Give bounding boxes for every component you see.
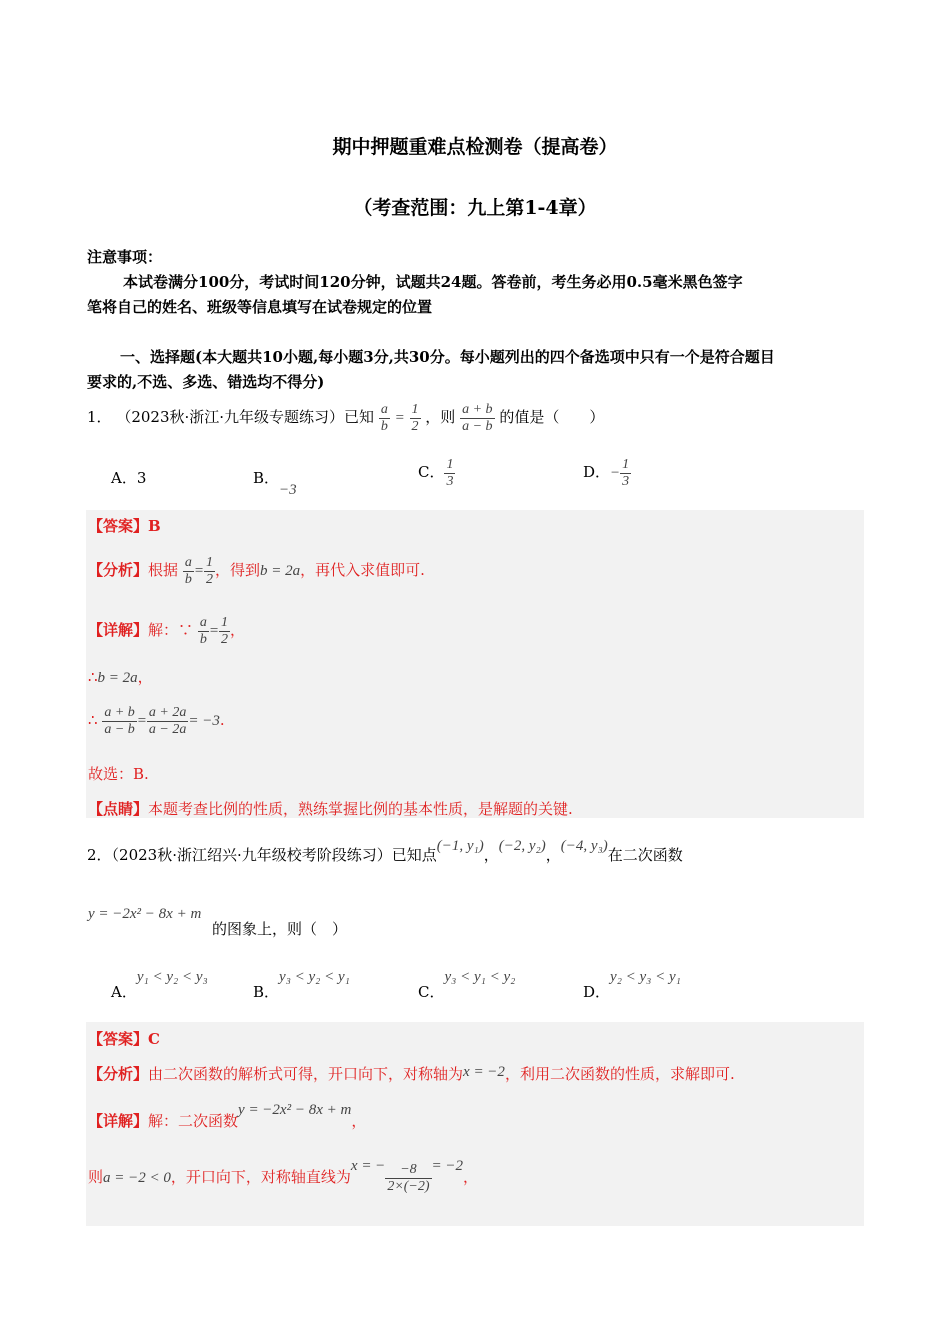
q2-axis: 则a = −2 < 0，开口向下，对称轴直线为x = − $\frac{-8}{2\times(-2)}$ = −2，: [88, 1158, 479, 1194]
q1-step2: ∴ $\frac{a + b}{a - b}$ = $\frac{a + 2a}{a - 2a}$ = −3.: [88, 704, 225, 737]
q2-option-d[interactable]: D．y₂ < y₃ < y₁: [583, 969, 681, 1001]
q1-detail: 【详解】解：∵ $\frac{a}{b}$ = $\frac{1}{2}$ ，: [88, 614, 245, 647]
q2-option-c[interactable]: C．y₃ < y₁ < y₂: [418, 969, 516, 1001]
page-title: 期中押题重难点检测卷（提高卷）: [332, 136, 618, 158]
question-number: 1．: [87, 408, 112, 426]
fraction-one-half: $\frac{1}{2}$: [411, 401, 419, 434]
q2-option-b[interactable]: B．y₃ < y₂ < y₁: [253, 969, 350, 1001]
q2-analysis: 【分析】由二次函数的解析式可得，开口向下，对称轴为x = −2，利用二次函数的性质，求解即可.: [88, 1064, 735, 1083]
q1-analysis: 【分析】根据 $\frac{a}{b}$ = $\frac{1}{2}$ ，得到b = 2a，再代入求值即可.: [88, 554, 425, 587]
q1-option-b[interactable]: B．−3: [253, 469, 297, 498]
q1-answer: 【答案】B: [88, 517, 161, 535]
q2-detail: 【详解】解：二次函数y = −2x² − 8x + m，: [88, 1102, 367, 1130]
q2-option-a[interactable]: A．y₁ < y₂ < y₃: [111, 969, 208, 1001]
fraction-a-over-b: $\frac{a}{b}$: [380, 401, 388, 434]
q1-option-a[interactable]: A．3: [111, 469, 147, 487]
question-source: （2023秋·浙江·九年级专题练习）已知: [116, 408, 375, 426]
question-1: 1． （2023秋·浙江·九年级专题练习）已知 $\frac{a}{b}$ = $\frac{1}{2}$ ，则 $\frac{a + b}{a - b}$ 的值是（ ）: [87, 401, 605, 434]
q2-ask: 的图象上，则（ ）: [212, 920, 348, 938]
section-heading-line1: 一、选择题(本大题共10小题,每小题3分,共30分。每小题列出的四个备选项中只有一个是符合题目: [120, 348, 775, 366]
question-2: 2．（2023秋·浙江绍兴·九年级校考阶段练习）已知点(−1, y₁)，(−2, y₂)，(−4, y₃)在二次函数: [87, 838, 683, 864]
notice-heading: 注意事项：: [87, 248, 163, 266]
notice-line1: 本试卷满分100分，考试时间120分钟，试题共24题。答卷前，考生务必用0.5毫米黑色签字: [123, 273, 743, 291]
q1-option-d[interactable]: D．− $\frac{1}{3}$: [583, 456, 630, 489]
q2-answer: 【答案】C: [88, 1030, 160, 1048]
section-heading-line2: 要求的,不选、多选、错选均不得分): [87, 373, 325, 391]
q1-comment: 【点睛】本题考查比例的性质，熟练掌握比例的基本性质，是解题的关键.: [88, 800, 573, 818]
page-subtitle: （考查范围：九上第1-4章）: [353, 197, 597, 219]
fraction-expression: $\frac{a + b}{a - b}$: [462, 401, 493, 434]
q2-function: y = −2x² − 8x + m: [88, 906, 202, 922]
q1-step1: ∴b = 2a，: [88, 668, 153, 686]
q1-choose: 故选：B.: [88, 765, 149, 783]
notice-line2: 笔将自己的姓名、班级等信息填写在试卷规定的位置: [87, 298, 433, 316]
q1-option-c[interactable]: C． $\frac{1}{3}$: [418, 456, 454, 489]
